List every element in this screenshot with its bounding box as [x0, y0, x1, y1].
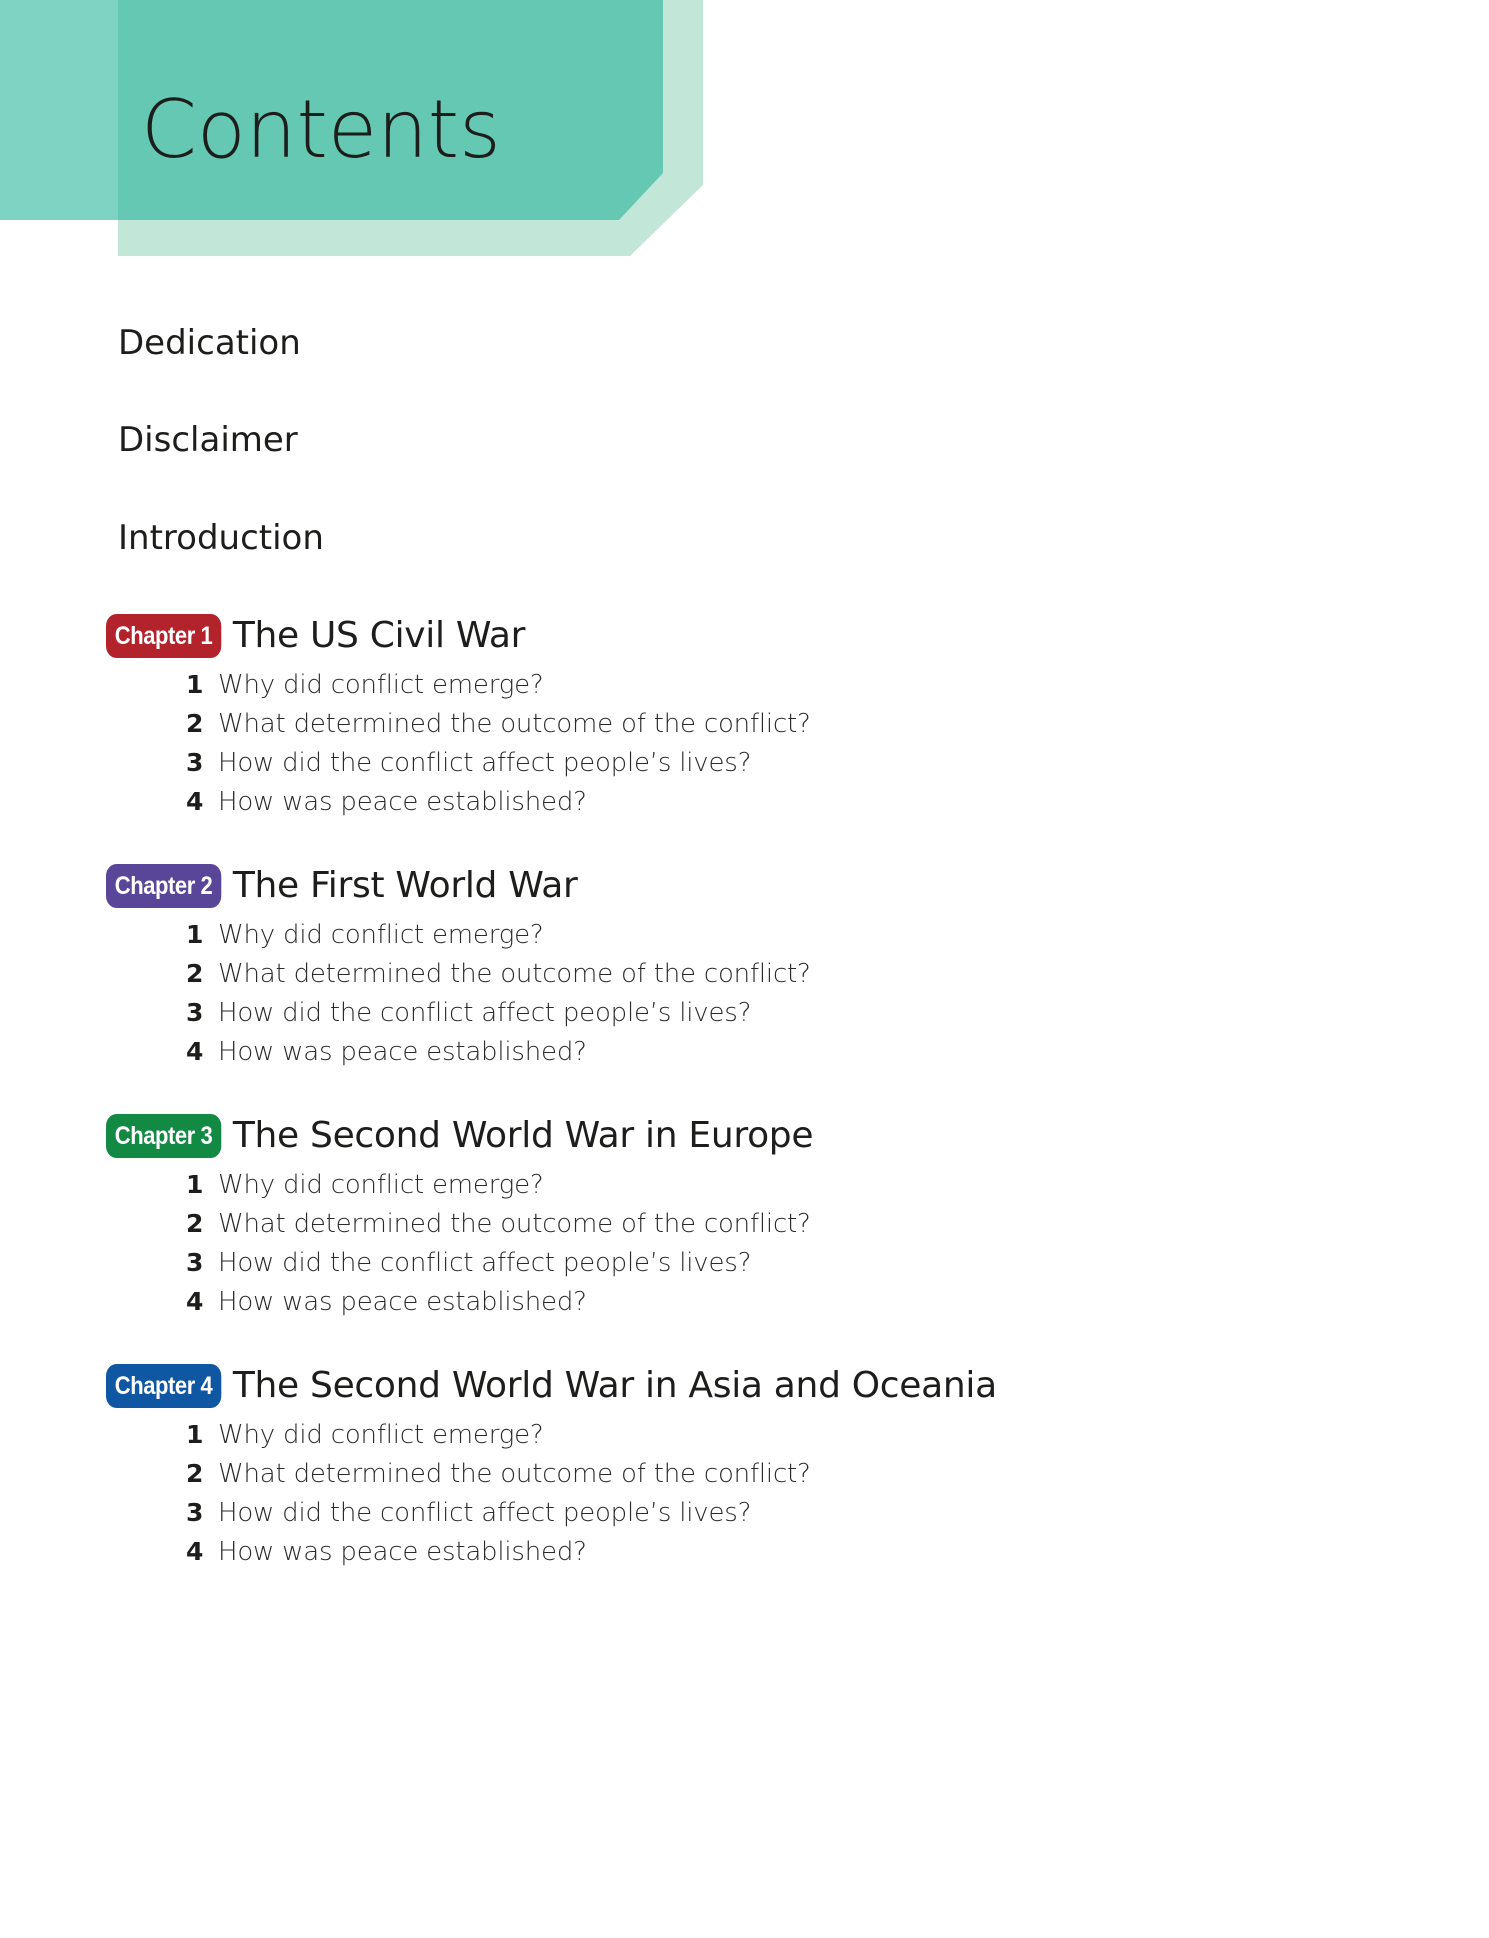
question-number: 3 [186, 748, 204, 777]
chapter-badge: Chapter 4 [106, 1364, 221, 1408]
question-text: How was peace established? [218, 1037, 587, 1067]
question-text: What determined the outcome of the conflict? [218, 709, 811, 739]
toc-item-introduction[interactable]: Introduction [118, 518, 324, 558]
question-list [186, 1170, 1306, 1326]
question-number: 2 [186, 1209, 204, 1238]
question-number: 1 [186, 670, 204, 699]
chapter-badge: Chapter 1 [106, 614, 221, 658]
list-item[interactable] [186, 920, 1306, 959]
list-item[interactable] [186, 959, 1306, 998]
question-text: How did the conflict affect people’s lives? [218, 1248, 752, 1278]
list-item[interactable] [186, 1537, 1306, 1576]
question-number: 3 [186, 998, 204, 1027]
chapter-badge: Chapter 3 [106, 1114, 221, 1158]
question-list [186, 920, 1306, 1076]
chapter-title: The Second World War in Europe [232, 1115, 814, 1156]
header-banner [0, 0, 720, 270]
list-item[interactable] [186, 787, 1306, 826]
page-title: Contents [141, 83, 501, 176]
banner-left-strip [0, 0, 118, 220]
toc-item-disclaimer[interactable]: Disclaimer [118, 420, 298, 460]
chapter-heading[interactable] [106, 612, 1306, 660]
question-text: How did the conflict affect people’s lives? [218, 748, 752, 778]
question-number: 1 [186, 1170, 204, 1199]
question-text: Why did conflict emerge? [218, 670, 544, 700]
list-item[interactable] [186, 1287, 1306, 1326]
chapter-3-section [106, 1112, 1306, 1326]
question-number: 4 [186, 1037, 204, 1066]
list-item[interactable] [186, 998, 1306, 1037]
question-number: 3 [186, 1248, 204, 1277]
question-number: 4 [186, 1537, 204, 1566]
list-item[interactable] [186, 670, 1306, 709]
list-item[interactable] [186, 1037, 1306, 1076]
chapter-badge: Chapter 2 [106, 864, 221, 908]
question-list [186, 670, 1306, 826]
question-text: How did the conflict affect people’s lives? [218, 1498, 752, 1528]
list-item[interactable] [186, 1498, 1306, 1537]
question-number: 3 [186, 1498, 204, 1527]
list-item[interactable] [186, 1420, 1306, 1459]
question-text: What determined the outcome of the conflict? [218, 1459, 811, 1489]
chapter-title: The US Civil War [232, 615, 526, 656]
chapter-title: The First World War [232, 865, 578, 906]
chapter-heading[interactable] [106, 1112, 1306, 1160]
question-text: How did the conflict affect people’s lives? [218, 998, 752, 1028]
chapter-1-section [106, 612, 1306, 826]
question-number: 2 [186, 709, 204, 738]
question-text: How was peace established? [218, 1287, 587, 1317]
question-text: What determined the outcome of the conflict? [218, 959, 811, 989]
question-number: 1 [186, 920, 204, 949]
question-text: Why did conflict emerge? [218, 920, 544, 950]
question-number: 1 [186, 1420, 204, 1449]
list-item[interactable] [186, 1248, 1306, 1287]
question-number: 2 [186, 1459, 204, 1488]
toc-item-dedication[interactable]: Dedication [118, 323, 301, 363]
question-text: How was peace established? [218, 787, 587, 817]
list-item[interactable] [186, 709, 1306, 748]
question-text: What determined the outcome of the conflict? [218, 1209, 811, 1239]
chapter-heading[interactable] [106, 862, 1306, 910]
question-number: 4 [186, 1287, 204, 1316]
list-item[interactable] [186, 1459, 1306, 1498]
chapter-title: The Second World War in Asia and Oceania [232, 1365, 997, 1406]
chapter-2-section [106, 862, 1306, 1076]
question-list [186, 1420, 1306, 1576]
question-text: Why did conflict emerge? [218, 1420, 544, 1450]
list-item[interactable] [186, 1170, 1306, 1209]
question-text: Why did conflict emerge? [218, 1170, 544, 1200]
question-number: 2 [186, 959, 204, 988]
list-item[interactable] [186, 748, 1306, 787]
question-number: 4 [186, 787, 204, 816]
list-item[interactable] [186, 1209, 1306, 1248]
question-text: How was peace established? [218, 1537, 587, 1567]
chapter-heading[interactable] [106, 1362, 1306, 1410]
chapter-4-section [106, 1362, 1306, 1576]
